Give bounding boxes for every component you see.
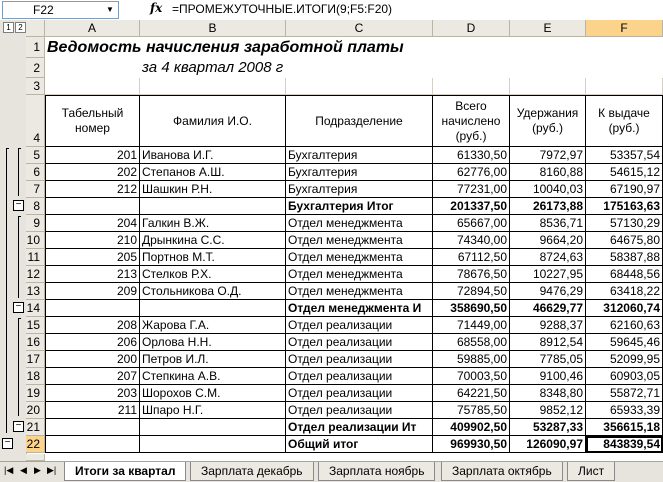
table-cell-b[interactable]: Стольникова О.Д. (140, 283, 286, 300)
table-cell-f[interactable]: 57130,29 (586, 215, 663, 232)
table-cell-b[interactable] (140, 198, 286, 215)
column-header-a[interactable]: A (45, 20, 140, 37)
table-cell-f[interactable]: 843839,54 (586, 436, 663, 453)
row-header[interactable]: 7 (26, 181, 45, 198)
table-cell-f[interactable]: 55872,71 (586, 385, 663, 402)
table-cell-c[interactable]: Бухгалтерия (286, 164, 433, 181)
table-cell-a[interactable]: 204 (45, 215, 140, 232)
header-cell-name[interactable]: Фамилия И.О. (140, 95, 286, 147)
table-cell-f[interactable]: 67190,97 (586, 181, 663, 198)
sheet-tab-summary[interactable]: Итоги за квартал (64, 462, 186, 481)
table-cell-d[interactable]: 358690,50 (433, 300, 510, 317)
table-cell-d[interactable]: 65667,00 (433, 215, 510, 232)
sheet-tab-november[interactable]: Зарплата ноябрь (318, 462, 435, 481)
table-cell-e[interactable]: 9100,46 (510, 368, 586, 385)
collapse-group-button[interactable]: − (13, 200, 24, 211)
table-cell-a[interactable]: 201 (45, 147, 140, 164)
header-cell-employee-id[interactable]: Табельный номер (45, 95, 140, 147)
table-cell-a[interactable]: 205 (45, 249, 140, 266)
table-cell-d[interactable]: 78676,50 (433, 266, 510, 283)
table-cell-b[interactable]: Степкина А.В. (140, 368, 286, 385)
table-cell-a[interactable]: 208 (45, 317, 140, 334)
table-cell-b[interactable] (140, 419, 286, 436)
table-cell-d[interactable]: 68558,00 (433, 334, 510, 351)
row-header[interactable]: 4 (26, 95, 45, 147)
table-cell-f[interactable]: 175163,63 (586, 198, 663, 215)
table-cell-a[interactable]: 206 (45, 334, 140, 351)
row-header[interactable] (26, 454, 45, 461)
outline-group-bar (18, 216, 19, 298)
row-header[interactable]: 6 (26, 164, 45, 181)
table-cell-a[interactable] (45, 198, 140, 215)
name-box[interactable] (2, 1, 119, 19)
row-header[interactable]: 9 (26, 215, 45, 232)
table-cell-a[interactable]: 203 (45, 385, 140, 402)
table-cell-e[interactable]: 46629,77 (510, 300, 586, 317)
table-cell-b[interactable]: Шашкин Р.Н. (140, 181, 286, 198)
chevron-down-icon[interactable]: ▼ (106, 5, 114, 14)
outline-group-bar (6, 148, 9, 149)
table-cell-d[interactable]: 74340,00 (433, 232, 510, 249)
empty-cell[interactable] (45, 78, 140, 95)
table-cell-d[interactable]: 201337,50 (433, 198, 510, 215)
row-header[interactable]: 12 (26, 266, 45, 283)
table-cell-b[interactable]: Галкин В.Ж. (140, 215, 286, 232)
table-cell-e[interactable]: 8348,80 (510, 385, 586, 402)
table-cell-f[interactable]: 58387,88 (586, 249, 663, 266)
table-cell-c[interactable]: Бухгалтерия (286, 181, 433, 198)
table-cell-e[interactable]: 9852,12 (510, 402, 586, 419)
table-cell-e[interactable]: 26173,88 (510, 198, 586, 215)
table-cell-f[interactable]: 63418,22 (586, 283, 663, 300)
row-header[interactable]: 11 (26, 249, 45, 266)
table-cell-d[interactable]: 71449,00 (433, 317, 510, 334)
table-cell-b[interactable]: Портнов М.Т. (140, 249, 286, 266)
table-cell-c[interactable]: Отдел реализации (286, 402, 433, 419)
outline-level-1-button[interactable]: 1 (3, 22, 14, 33)
table-cell-b[interactable]: Иванова И.Г. (140, 147, 286, 164)
row-header[interactable]: 3 (26, 78, 45, 95)
outline-group-bar (18, 148, 21, 149)
table-cell-f[interactable]: 62160,63 (586, 317, 663, 334)
sheet-title[interactable]: Ведомость начисления заработной платы (47, 39, 404, 56)
table-cell-d[interactable]: 62776,00 (433, 164, 510, 181)
table-cell-d[interactable]: 67112,50 (433, 249, 510, 266)
collapse-group-button[interactable]: − (13, 302, 24, 313)
outline-group-bar (18, 216, 21, 217)
table-cell-b[interactable]: Стелков Р.Х. (140, 266, 286, 283)
empty-cell[interactable] (586, 78, 663, 95)
outline-gutter (0, 20, 27, 461)
header-cell-total-accrued[interactable]: Всего начислено (руб.) (433, 95, 510, 147)
row-header[interactable]: 14 (26, 300, 45, 317)
table-cell-c[interactable]: Отдел реализации (286, 385, 433, 402)
column-header-f[interactable]: F (586, 20, 663, 37)
table-cell-d[interactable]: 70003,50 (433, 368, 510, 385)
table-cell-e[interactable]: 126090,97 (510, 436, 586, 453)
table-cell-c[interactable]: Отдел менеджмента (286, 283, 433, 300)
row-header[interactable]: 8 (26, 198, 45, 215)
table-cell-d[interactable]: 72894,50 (433, 283, 510, 300)
table-cell-b[interactable] (140, 300, 286, 317)
last-sheet-icon[interactable]: ▶| (47, 465, 57, 475)
table-cell-d[interactable]: 59885,00 (433, 351, 510, 368)
table-cell-c[interactable]: Отдел менеджмента (286, 249, 433, 266)
header-cell-payout[interactable]: К выдаче (руб.) (586, 95, 663, 147)
table-cell-f[interactable]: 64675,80 (586, 232, 663, 249)
row-header[interactable]: 2 (26, 58, 45, 78)
table-cell-d[interactable]: 77231,00 (433, 181, 510, 198)
table-cell-e[interactable]: 53287,33 (510, 419, 586, 436)
table-cell-d[interactable]: 409902,50 (433, 419, 510, 436)
row-header[interactable]: 15 (26, 317, 45, 334)
header-cell-department[interactable]: Подразделение (286, 95, 433, 147)
empty-cell[interactable] (140, 78, 286, 95)
table-cell-a[interactable] (45, 300, 140, 317)
table-cell-a[interactable] (45, 436, 140, 453)
table-cell-b[interactable]: Орлова Н.Н. (140, 334, 286, 351)
table-cell-c[interactable]: Отдел менеджмента (286, 232, 433, 249)
empty-cell[interactable] (433, 78, 510, 95)
table-cell-b[interactable]: Шпаро Н.Г. (140, 402, 286, 419)
table-cell-a[interactable] (45, 419, 140, 436)
sheet-tab-october[interactable]: Зарплата октябрь (441, 462, 563, 481)
table-cell-e[interactable]: 10227,95 (510, 266, 586, 283)
table-cell-d[interactable]: 64221,50 (433, 385, 510, 402)
sheet-subtitle[interactable]: за 4 квартал 2008 г (142, 59, 284, 76)
table-cell-f[interactable]: 60903,05 (586, 368, 663, 385)
table-cell-b[interactable]: Жарова Г.А. (140, 317, 286, 334)
formula-input[interactable]: =ПРОМЕЖУТОЧНЫЕ.ИТОГИ(9;F5:F20) (172, 2, 393, 16)
row-header[interactable]: 21 (26, 419, 45, 436)
table-cell-c[interactable]: Отдел реализации (286, 334, 433, 351)
table-cell-a[interactable]: 212 (45, 181, 140, 198)
row-header[interactable]: 5 (26, 147, 45, 164)
table-cell-c[interactable]: Отдел менеджмента И (286, 300, 433, 317)
outline-group-bar (18, 318, 21, 319)
formula-bar (0, 0, 663, 21)
table-cell-a[interactable]: 200 (45, 351, 140, 368)
table-cell-a[interactable]: 207 (45, 368, 140, 385)
table-cell-d[interactable]: 969930,50 (433, 436, 510, 453)
table-cell-b[interactable]: Шорохов С.М. (140, 385, 286, 402)
prev-sheet-icon[interactable]: ◀ (20, 465, 27, 475)
row-header[interactable]: 17 (26, 351, 45, 368)
column-header-b[interactable]: B (140, 20, 286, 37)
table-cell-b[interactable] (140, 436, 286, 453)
table-cell-e[interactable]: 9476,29 (510, 283, 586, 300)
next-sheet-icon[interactable]: ▶ (34, 465, 41, 475)
collapse-group-button[interactable]: − (13, 421, 24, 432)
table-cell-e[interactable]: 9288,37 (510, 317, 586, 334)
row-header[interactable]: 10 (26, 232, 45, 249)
table-cell-f[interactable]: 65933,39 (586, 402, 663, 419)
table-cell-d[interactable]: 75785,50 (433, 402, 510, 419)
row-header[interactable]: 1 (26, 37, 45, 58)
sheet-tab-list[interactable]: Лист (567, 462, 615, 481)
table-cell-f[interactable]: 53357,54 (586, 147, 663, 164)
first-sheet-icon[interactable]: |◀ (4, 465, 14, 475)
table-cell-e[interactable]: 9664,20 (510, 232, 586, 249)
column-header-d[interactable]: D (433, 20, 510, 37)
row-header[interactable]: 13 (26, 283, 45, 300)
table-cell-a[interactable]: 202 (45, 164, 140, 181)
table-cell-f[interactable]: 54615,12 (586, 164, 663, 181)
table-cell-f[interactable]: 68448,56 (586, 266, 663, 283)
row-header[interactable]: 20 (26, 402, 45, 419)
outline-group-bar (6, 148, 7, 433)
table-cell-b[interactable]: Дрынкина С.С. (140, 232, 286, 249)
column-header-c[interactable]: C (286, 20, 433, 37)
sheet-tab-december[interactable]: Зарплата декабрь (190, 462, 314, 481)
table-cell-f[interactable]: 312060,74 (586, 300, 663, 317)
table-cell-c[interactable]: Отдел реализации (286, 351, 433, 368)
table-cell-e[interactable]: 7972,97 (510, 147, 586, 164)
table-cell-c[interactable]: Общий итог (286, 436, 433, 453)
outline-group-bar (18, 148, 19, 196)
table-cell-e[interactable]: 10040,03 (510, 181, 586, 198)
table-cell-e[interactable]: 8724,63 (510, 249, 586, 266)
table-cell-e[interactable]: 7785,05 (510, 351, 586, 368)
table-cell-c[interactable]: Отдел реализации Ит (286, 419, 433, 436)
name-box-value: F22 (33, 3, 54, 17)
table-cell-c[interactable]: Отдел реализации (286, 368, 433, 385)
sheet-tab-bar (0, 461, 663, 482)
select-all-corner[interactable] (26, 20, 45, 37)
row-header[interactable]: 22 (26, 436, 45, 453)
table-cell-d[interactable]: 61330,50 (433, 147, 510, 164)
row-header[interactable]: 18 (26, 368, 45, 385)
table-cell-c[interactable]: Отдел менеджмента (286, 266, 433, 283)
header-cell-deductions[interactable]: Удержания (руб.) (510, 95, 586, 147)
table-cell-f[interactable]: 59645,46 (586, 334, 663, 351)
outline-level-2-button[interactable]: 2 (15, 22, 26, 33)
table-cell-a[interactable]: 211 (45, 402, 140, 419)
fx-icon[interactable]: fx (150, 1, 163, 15)
table-cell-f[interactable]: 356615,18 (586, 419, 663, 436)
row-header[interactable]: 19 (26, 385, 45, 402)
table-cell-e[interactable]: 8160,88 (510, 164, 586, 181)
table-cell-c[interactable]: Бухгалтерия Итог (286, 198, 433, 215)
collapse-group-button[interactable]: − (2, 438, 13, 449)
table-cell-e[interactable]: 8536,71 (510, 215, 586, 232)
table-cell-c[interactable]: Бухгалтерия (286, 147, 433, 164)
table-cell-e[interactable]: 8912,54 (510, 334, 586, 351)
empty-cell[interactable] (286, 78, 433, 95)
table-cell-b[interactable]: Степанов А.Ш. (140, 164, 286, 181)
row-header[interactable]: 16 (26, 334, 45, 351)
column-header-e[interactable]: E (510, 20, 586, 37)
table-cell-f[interactable]: 52099,95 (586, 351, 663, 368)
table-cell-b[interactable]: Петров И.Л. (140, 351, 286, 368)
table-cell-a[interactable]: 209 (45, 283, 140, 300)
outline-group-bar (18, 318, 19, 416)
table-cell-c[interactable]: Отдел реализации (286, 317, 433, 334)
table-cell-a[interactable]: 213 (45, 266, 140, 283)
empty-cell[interactable] (510, 78, 586, 95)
table-cell-c[interactable]: Отдел менеджмента (286, 215, 433, 232)
table-cell-a[interactable]: 210 (45, 232, 140, 249)
